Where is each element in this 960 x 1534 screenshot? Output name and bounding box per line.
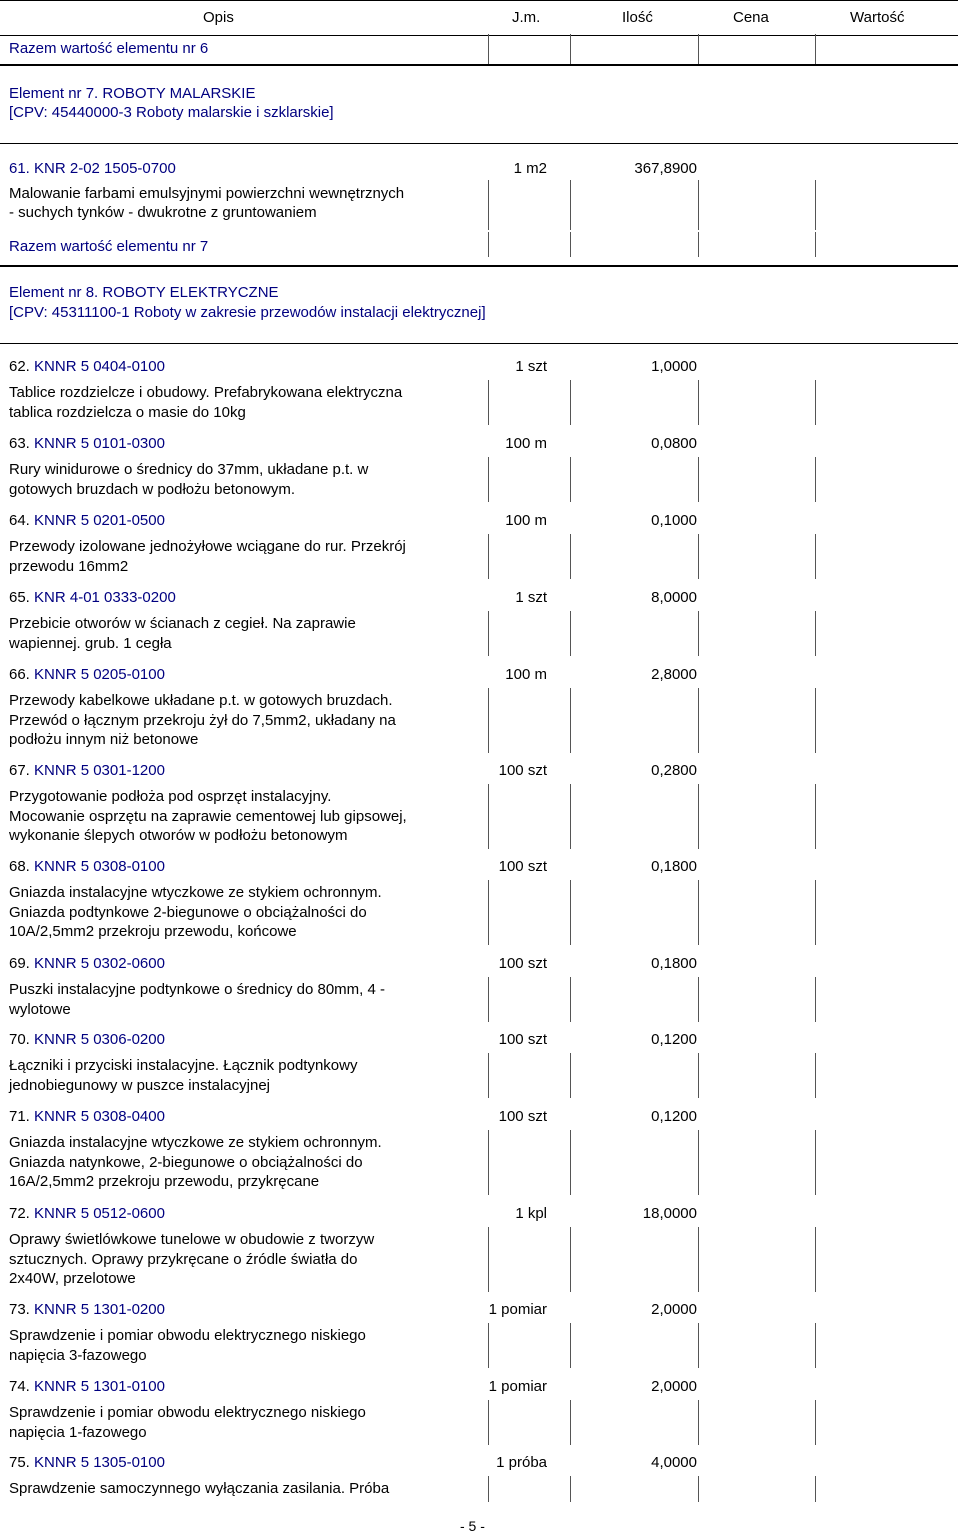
column-separator bbox=[815, 457, 816, 502]
divider bbox=[0, 143, 958, 144]
column-separator bbox=[698, 611, 699, 656]
column-separator bbox=[488, 232, 489, 257]
column-separator bbox=[698, 880, 699, 945]
position-unit: 1 próba bbox=[496, 1454, 547, 1471]
divider bbox=[0, 64, 958, 66]
element-sum-6: Razem wartość elementu nr 6 bbox=[9, 40, 209, 57]
position-unit: 1 pomiar bbox=[488, 1301, 547, 1318]
element-8-title: Element nr 8. ROBOTY ELEKTRYCZNE bbox=[9, 284, 279, 301]
column-separator bbox=[570, 611, 571, 656]
column-separator bbox=[815, 34, 816, 64]
page-number: - 5 - bbox=[460, 1518, 485, 1534]
column-separator bbox=[488, 380, 489, 425]
column-separator bbox=[698, 977, 699, 1022]
position-desc: Gniazda instalacyjne wtyczkowe ze stykiem ochronnym. bbox=[9, 884, 382, 901]
header-wartosc: Wartość bbox=[850, 9, 905, 26]
position-qty: 2,8000 bbox=[651, 666, 697, 683]
column-separator bbox=[570, 534, 571, 579]
column-separator bbox=[488, 457, 489, 502]
position-desc: Puszki instalacyjne podtynkowe o średnicy do 80mm, 4 - bbox=[9, 981, 386, 998]
position-code: 63. KNNR 5 0101-0300 bbox=[9, 435, 165, 452]
position-unit: 100 szt bbox=[498, 955, 547, 972]
column-separator bbox=[488, 977, 489, 1022]
column-separator bbox=[698, 380, 699, 425]
column-separator bbox=[570, 1323, 571, 1368]
position-desc: przewodu 16mm2 bbox=[9, 557, 129, 575]
position-desc: 2x40W, przelotowe bbox=[9, 1270, 136, 1287]
column-separator bbox=[815, 534, 816, 579]
position-desc: Łączniki i przyciski instalacyjne. Łącznik podtynkowy bbox=[9, 1057, 358, 1074]
column-separator bbox=[815, 1053, 816, 1098]
column-separator bbox=[698, 784, 699, 849]
position-desc: napięcia 1-fazowego bbox=[9, 1423, 147, 1441]
divider bbox=[0, 343, 958, 344]
position-qty: 0,0800 bbox=[651, 435, 697, 452]
position-desc: sztucznych. Oprawy przykręcane o źródle światła do bbox=[9, 1250, 358, 1268]
position-unit: 100 szt bbox=[498, 762, 547, 779]
position-qty: 0,1800 bbox=[651, 955, 697, 972]
column-separator bbox=[488, 611, 489, 656]
header-ilosc: Ilość bbox=[622, 9, 653, 26]
position-61-desc: Malowanie farbami emulsyjnymi powierzchni wewnętrznych bbox=[9, 185, 405, 202]
column-separator bbox=[570, 1130, 571, 1195]
column-separator bbox=[698, 1476, 699, 1502]
column-separator bbox=[488, 1130, 489, 1195]
column-separator bbox=[570, 1476, 571, 1502]
position-61-code: 61. KNR 2-02 1505-0700 bbox=[9, 160, 176, 177]
column-separator bbox=[815, 1400, 816, 1445]
position-code: 65. KNR 4-01 0333-0200 bbox=[9, 589, 176, 606]
position-code: 75. KNNR 5 1305-0100 bbox=[9, 1454, 165, 1471]
position-desc: Sprawdzenie samoczynnego wyłączania zasilania. Próba bbox=[9, 1480, 390, 1497]
position-desc: Tablice rozdzielcze i obudowy. Prefabrykowana elektryczna bbox=[9, 384, 403, 401]
position-61-qty: 367,8900 bbox=[634, 160, 697, 177]
position-qty: 0,2800 bbox=[651, 762, 697, 779]
position-qty: 2,0000 bbox=[651, 1301, 697, 1318]
column-separator bbox=[488, 688, 489, 753]
column-separator bbox=[698, 1227, 699, 1292]
position-desc: 16A/2,5mm2 przekroju przewodu, przykręcane bbox=[9, 1173, 320, 1190]
position-desc: Przewody izolowane jednożyłowe wciągane do rur. Przekrój bbox=[9, 538, 406, 555]
column-separator bbox=[488, 784, 489, 849]
column-separator bbox=[488, 1476, 489, 1502]
position-desc: Przewody kabelkowe układane p.t. w gotowych bruzdach. bbox=[9, 692, 393, 709]
position-unit: 100 szt bbox=[498, 1031, 547, 1048]
position-qty: 18,0000 bbox=[642, 1205, 697, 1222]
column-separator bbox=[570, 180, 571, 230]
position-code: 68. KNNR 5 0308-0100 bbox=[9, 858, 165, 875]
header-cena: Cena bbox=[733, 9, 769, 26]
position-desc: tablica rozdzielcza o masie do 10kg bbox=[9, 403, 246, 421]
header-opis: Opis bbox=[203, 9, 234, 26]
column-separator bbox=[488, 880, 489, 945]
column-separator bbox=[815, 1130, 816, 1195]
position-desc: Oprawy świetlówkowe tunelowe w obudowie z tworzyw bbox=[9, 1231, 375, 1248]
position-61-desc: - suchych tynków - dwukrotne z gruntowaniem bbox=[9, 204, 317, 221]
column-separator bbox=[570, 1227, 571, 1292]
column-separator bbox=[815, 232, 816, 257]
position-qty: 0,1200 bbox=[651, 1108, 697, 1125]
column-separator bbox=[570, 34, 571, 64]
position-qty: 2,0000 bbox=[651, 1378, 697, 1395]
position-unit: 1 szt bbox=[515, 589, 547, 606]
column-separator bbox=[570, 880, 571, 945]
position-desc: Gniazda instalacyjne wtyczkowe ze stykiem ochronnym. bbox=[9, 1134, 382, 1151]
column-separator bbox=[488, 180, 489, 230]
column-separator bbox=[815, 1476, 816, 1502]
position-desc: wykonanie ślepych otworów w podłożu betonowym bbox=[9, 827, 348, 844]
column-separator bbox=[815, 611, 816, 656]
element-sum-7: Razem wartość elementu nr 7 bbox=[9, 238, 209, 255]
element-7-title: Element nr 7. ROBOTY MALARSKIE bbox=[9, 85, 256, 102]
column-separator bbox=[698, 1130, 699, 1195]
column-separator bbox=[570, 784, 571, 849]
column-separator bbox=[698, 534, 699, 579]
position-qty: 8,0000 bbox=[651, 589, 697, 606]
column-separator bbox=[488, 1323, 489, 1368]
position-desc: jednobiegunowy w puszce instalacyjnej bbox=[9, 1076, 270, 1094]
position-code: 67. KNNR 5 0301-1200 bbox=[9, 762, 165, 779]
position-code: 70. KNNR 5 0306-0200 bbox=[9, 1031, 165, 1048]
element-8-cpv: [CPV: 45311100-1 Roboty w zakresie przewodów instalacji elektrycznej] bbox=[9, 304, 486, 321]
column-separator bbox=[570, 457, 571, 502]
position-code: 73. KNNR 5 1301-0200 bbox=[9, 1301, 165, 1318]
column-separator bbox=[488, 34, 489, 64]
position-desc: Sprawdzenie i pomiar obwodu elektrycznego niskiego bbox=[9, 1404, 366, 1421]
position-code: 72. KNNR 5 0512-0600 bbox=[9, 1205, 165, 1222]
column-separator bbox=[488, 534, 489, 579]
position-qty: 0,1000 bbox=[651, 512, 697, 529]
position-unit: 100 m bbox=[505, 666, 547, 683]
column-separator bbox=[698, 34, 699, 64]
position-unit: 100 m bbox=[505, 512, 547, 529]
position-desc: wylotowe bbox=[9, 1000, 71, 1018]
position-unit: 1 kpl bbox=[515, 1205, 547, 1222]
column-separator bbox=[815, 1323, 816, 1368]
position-code: 66. KNNR 5 0205-0100 bbox=[9, 666, 165, 683]
position-desc: Sprawdzenie i pomiar obwodu elektrycznego niskiego bbox=[9, 1327, 366, 1344]
position-desc: 10A/2,5mm2 przekroju przewodu, końcowe bbox=[9, 923, 297, 940]
position-desc: podłożu innym niż betonowe bbox=[9, 731, 199, 748]
column-separator bbox=[570, 232, 571, 257]
column-separator bbox=[815, 380, 816, 425]
position-unit: 100 m bbox=[505, 435, 547, 452]
column-separator bbox=[815, 1227, 816, 1292]
element-7-cpv: [CPV: 45440000-3 Roboty malarskie i szklarskie] bbox=[9, 104, 334, 121]
column-separator bbox=[815, 688, 816, 753]
position-code: 64. KNNR 5 0201-0500 bbox=[9, 512, 165, 529]
table-header bbox=[0, 0, 958, 36]
column-separator bbox=[570, 380, 571, 425]
position-unit: 1 pomiar bbox=[488, 1378, 547, 1395]
position-code: 74. KNNR 5 1301-0100 bbox=[9, 1378, 165, 1395]
header-jm: J.m. bbox=[512, 9, 541, 26]
position-desc: napięcia 3-fazowego bbox=[9, 1346, 147, 1364]
column-separator bbox=[815, 880, 816, 945]
position-code: 69. KNNR 5 0302-0600 bbox=[9, 955, 165, 972]
position-unit: 100 szt bbox=[498, 1108, 547, 1125]
column-separator bbox=[698, 232, 699, 257]
position-unit: 1 szt bbox=[515, 358, 547, 375]
column-separator bbox=[570, 688, 571, 753]
column-separator bbox=[488, 1053, 489, 1098]
position-qty: 1,0000 bbox=[651, 358, 697, 375]
column-separator bbox=[570, 1053, 571, 1098]
column-separator bbox=[815, 180, 816, 230]
position-desc: wapiennej. grub. 1 cegła bbox=[9, 634, 172, 652]
column-separator bbox=[698, 688, 699, 753]
column-separator bbox=[815, 977, 816, 1022]
position-desc: Rury winidurowe o średnicy do 37mm, układane p.t. w bbox=[9, 461, 369, 478]
position-qty: 4,0000 bbox=[651, 1454, 697, 1471]
position-desc: Przebicie otworów w ścianach z cegieł. Na zaprawie bbox=[9, 615, 356, 632]
position-desc: Gniazda natynkowe, 2-biegunowe o obciążalności do bbox=[9, 1153, 363, 1171]
position-code: 71. KNNR 5 0308-0400 bbox=[9, 1108, 165, 1125]
column-separator bbox=[570, 977, 571, 1022]
column-separator bbox=[698, 1323, 699, 1368]
column-separator bbox=[698, 1400, 699, 1445]
position-61-unit: 1 m2 bbox=[513, 160, 547, 177]
column-separator bbox=[570, 1400, 571, 1445]
column-separator bbox=[698, 180, 699, 230]
position-desc: Przewód o łącznym przekroju żył do 7,5mm2, układany na bbox=[9, 711, 396, 729]
divider bbox=[0, 265, 958, 267]
column-separator bbox=[488, 1227, 489, 1292]
position-desc: Przygotowanie podłoża pod osprzęt instalacyjny. bbox=[9, 788, 332, 805]
column-separator bbox=[488, 1400, 489, 1445]
position-desc: gotowych bruzdach w podłożu betonowym. bbox=[9, 480, 295, 498]
column-separator bbox=[698, 1053, 699, 1098]
position-desc: Gniazda podtynkowe 2-biegunowe o obciążalności do bbox=[9, 903, 367, 921]
position-qty: 0,1800 bbox=[651, 858, 697, 875]
position-unit: 100 szt bbox=[498, 858, 547, 875]
position-code: 62. KNNR 5 0404-0100 bbox=[9, 358, 165, 375]
column-separator bbox=[698, 457, 699, 502]
column-separator bbox=[815, 784, 816, 849]
position-qty: 0,1200 bbox=[651, 1031, 697, 1048]
position-desc: Mocowanie osprzętu na zaprawie cementowej lub gipsowej, bbox=[9, 807, 407, 825]
